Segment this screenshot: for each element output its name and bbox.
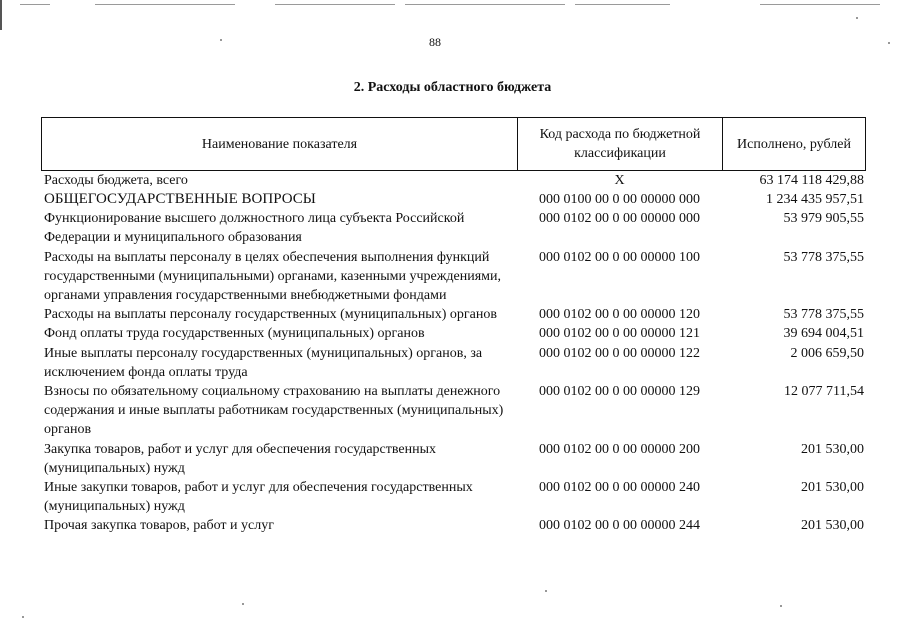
- table-row: [41, 209, 866, 247]
- row-code: 000 0102 00 0 00 00000 122: [539, 345, 700, 361]
- scan-artifact-line: [405, 4, 565, 5]
- row-amount: 53 778 375,55: [783, 307, 864, 323]
- row-name: Иные закупки товаров, работ и услуг для обеспечения государственных (муниципальных) нужд: [44, 480, 473, 515]
- row-code: 000 0102 00 0 00 00000 240: [539, 480, 700, 496]
- row-code: 000 0102 00 0 00 00000 200: [539, 441, 700, 457]
- scan-artifact-line: [575, 4, 670, 5]
- page-number: 88: [429, 35, 441, 49]
- table-row: [41, 172, 866, 190]
- header-name: Наименование показателя: [42, 118, 518, 170]
- row-name: Расходы бюджета, всего: [44, 173, 188, 188]
- header-code: Код расхода по бюджетной классификации: [518, 118, 723, 170]
- scan-artifact-line: [760, 4, 880, 5]
- table-row: [41, 516, 866, 535]
- scan-artifact-line: [95, 4, 235, 5]
- row-amount: 53 778 375,55: [783, 249, 864, 265]
- row-name: Фонд оплаты труда государственных (муниципальных) органов: [44, 326, 425, 342]
- row-amount: 53 979 905,55: [783, 211, 864, 227]
- scan-speck: [780, 605, 782, 607]
- row-amount: 39 694 004,51: [783, 326, 864, 342]
- row-name: Иные выплаты персоналу государственных (муниципальных) органов, за исключением фонда оплаты труда: [44, 345, 483, 380]
- row-code: 000 0100 00 0 00 00000 000: [539, 192, 700, 207]
- table-row: [41, 305, 866, 324]
- table-row: [41, 344, 866, 382]
- row-name: Расходы на выплаты персоналу государственных (муниципальных) органов: [44, 307, 497, 323]
- row-code: 000 0102 00 0 00 00000 120: [539, 307, 700, 323]
- scan-artifact-line: [20, 4, 50, 5]
- table-row: [41, 190, 866, 209]
- row-name: ОБЩЕГОСУДАРСТВЕННЫЕ ВОПРОСЫ: [44, 191, 316, 207]
- header-amount: Исполнено, рублей: [737, 136, 851, 152]
- scan-edge-mark: [0, 0, 2, 30]
- row-amount: 12 077 711,54: [784, 384, 864, 400]
- scan-speck: [242, 603, 244, 605]
- row-code: 000 0102 00 0 00 00000 129: [539, 384, 700, 400]
- section-title: 2. Расходы областного бюджета: [353, 80, 552, 95]
- row-code: 000 0102 00 0 00 00000 121: [539, 326, 700, 342]
- row-code: 000 0102 00 0 00 00000 100: [539, 249, 700, 265]
- table-row: [41, 324, 866, 343]
- table-row: [41, 440, 866, 478]
- row-code: 000 0102 00 0 00 00000 000: [539, 211, 700, 227]
- row-name: Прочая закупка товаров, работ и услуг: [44, 518, 274, 534]
- row-amount: 201 530,00: [801, 480, 864, 496]
- scan-speck: [22, 616, 24, 618]
- row-name: Взносы по обязательному социальному страхованию на выплаты денежного содержания и иные выплаты работникам государственных (муниципальных) органов: [44, 384, 504, 438]
- row-amount: 1 234 435 957,51: [766, 192, 864, 207]
- row-amount: 201 530,00: [801, 518, 864, 534]
- row-name: Функционирование высшего должностного лица субъекта Российской Федерации и муниципального образования: [44, 211, 465, 246]
- row-amount: 201 530,00: [801, 441, 864, 457]
- row-code: X: [614, 173, 625, 188]
- row-name: Расходы на выплаты персоналу в целях обеспечения выполнения функций государственными (муниципальными) органами, казенными учреждениями, органами управления государственными внебюджетными фондами: [44, 249, 501, 304]
- scan-speck: [888, 42, 890, 44]
- table-row: [41, 478, 866, 516]
- row-amount: 2 006 659,50: [790, 345, 864, 361]
- table-row: [41, 382, 866, 440]
- table-header: [41, 117, 866, 171]
- table-body: [41, 172, 866, 536]
- scan-speck: [856, 17, 858, 19]
- scan-speck: [545, 590, 547, 592]
- table-row: [41, 248, 866, 306]
- row-code: 000 0102 00 0 00 00000 244: [539, 518, 700, 534]
- row-amount: 63 174 118 429,88: [759, 173, 864, 188]
- scan-artifact-line: [275, 4, 395, 5]
- row-name: Закупка товаров, работ и услуг для обеспечения государственных (муниципальных) нужд: [44, 441, 437, 476]
